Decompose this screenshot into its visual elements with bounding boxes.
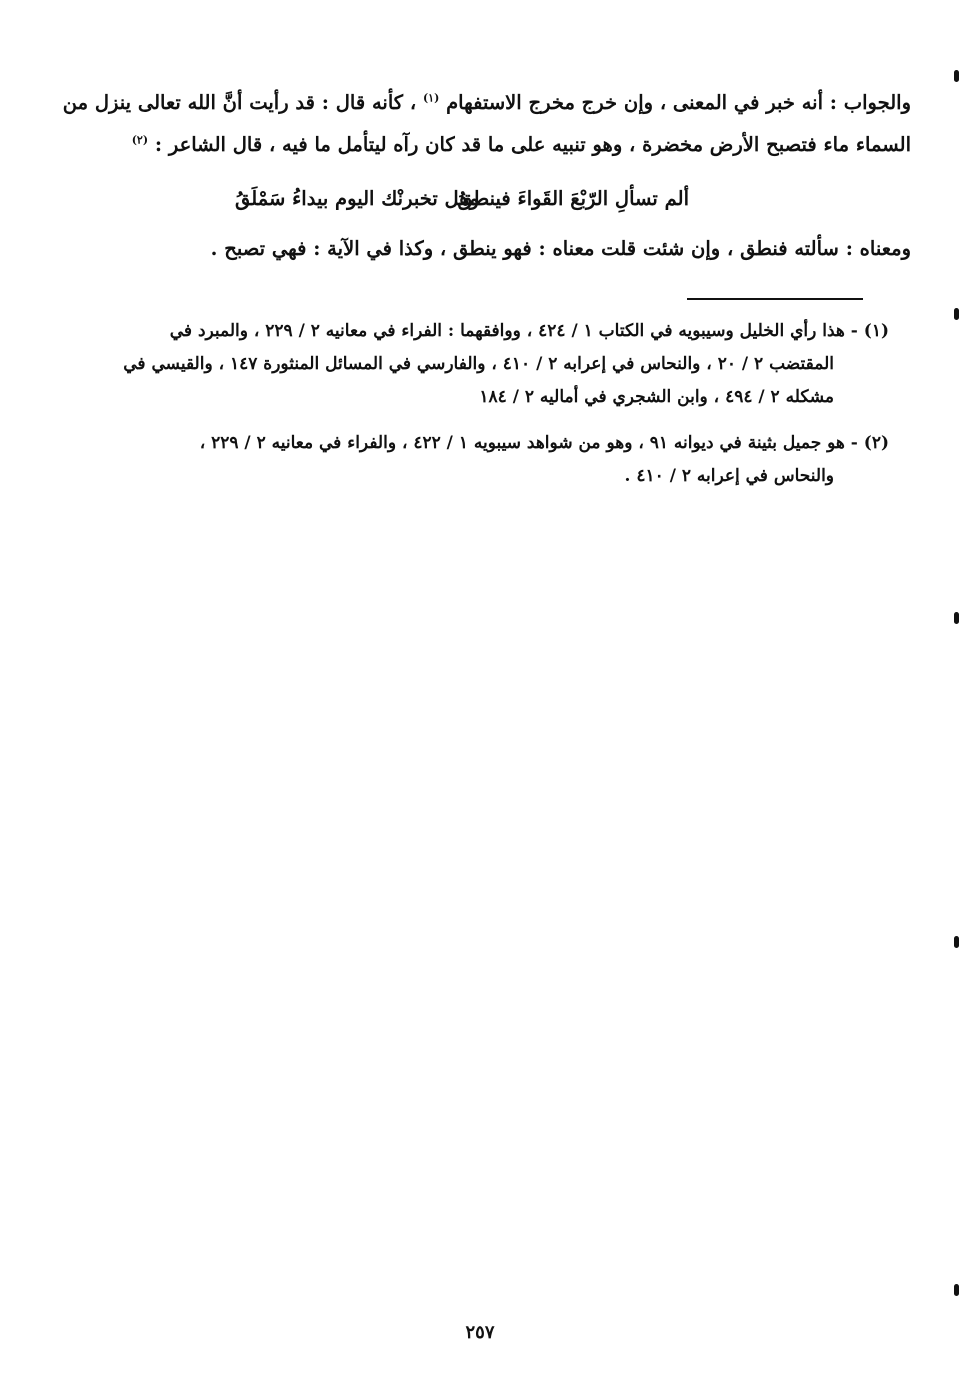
footnote-1-line-2: المقتضب ٢ / ٢٠ ، والنحاس في إعرابه ٢ / ٤١٠ ، والفارسي في المسائل المنثورة ١٤٧ ، والقيسي في	[123, 354, 834, 374]
body-line-1-tail: ، كأنه قال : قد رأيت أنَّ الله تعالى ينزل من	[62, 91, 417, 114]
footnote-1-line-1: (١) - هذا رأي الخليل وسيبويه في الكتاب ١ / ٤٢٤ ، ووافقهما : الفراء في معانيه ٢ / ٢٢٩ ، والمبرد في	[169, 321, 889, 341]
body-line-1-text: والجواب : أنه خبر في المعنى ، وإن خرج مخرج الاستفهام	[446, 91, 911, 114]
body-line-2	[132, 130, 911, 160]
body-line-1	[63, 88, 911, 118]
binding-hole-mark	[954, 308, 959, 320]
binding-hole-mark	[954, 70, 959, 82]
footnote-2-line-1: (٢) - هو جميل بثينة في ديوانه ٩١ ، وهو من شواهد سيبويه ١ / ٤٢٢ ، والفراء في معانيه ٢ / ٢٢٩ ،	[199, 433, 889, 453]
binding-hole-mark	[954, 1284, 959, 1296]
footnote-1-line-3: مشكله ٢ / ٤٩٤ ، وابن الشجري في أماليه ٢ / ١٨٤	[479, 387, 834, 407]
footnote-separator	[687, 298, 863, 300]
body-line-4: ومعناه : سألته فنطق ، وإن شئت قلت معناه : فهو ينطق ، وكذا في الآية : فهي تصبح .	[210, 237, 911, 260]
verse-first-hemistich: ألم تسألِ الرّبْعَ القَواءَ فينطقُ	[457, 187, 689, 210]
verse-second-hemistich: وهل تخبرنْك اليوم بيداءُ سَمْلَقُ	[235, 187, 479, 210]
footnote-2-line-2: والنحاس في إعرابه ٢ / ٤١٠ .	[624, 466, 834, 486]
footnote-ref-2: (٢)	[131, 133, 149, 147]
footnote-ref-1: (١)	[422, 91, 440, 105]
page-number: ٢٥٧	[465, 1322, 495, 1343]
binding-hole-mark	[954, 612, 959, 624]
binding-hole-mark	[954, 936, 959, 948]
body-line-2-text: السماء ماء فتصبح الأرض مخضرة ، وهو تنبيه على ما قد كان رآه ليتأمل ما فيه ، قال الشاعر :	[154, 133, 911, 156]
